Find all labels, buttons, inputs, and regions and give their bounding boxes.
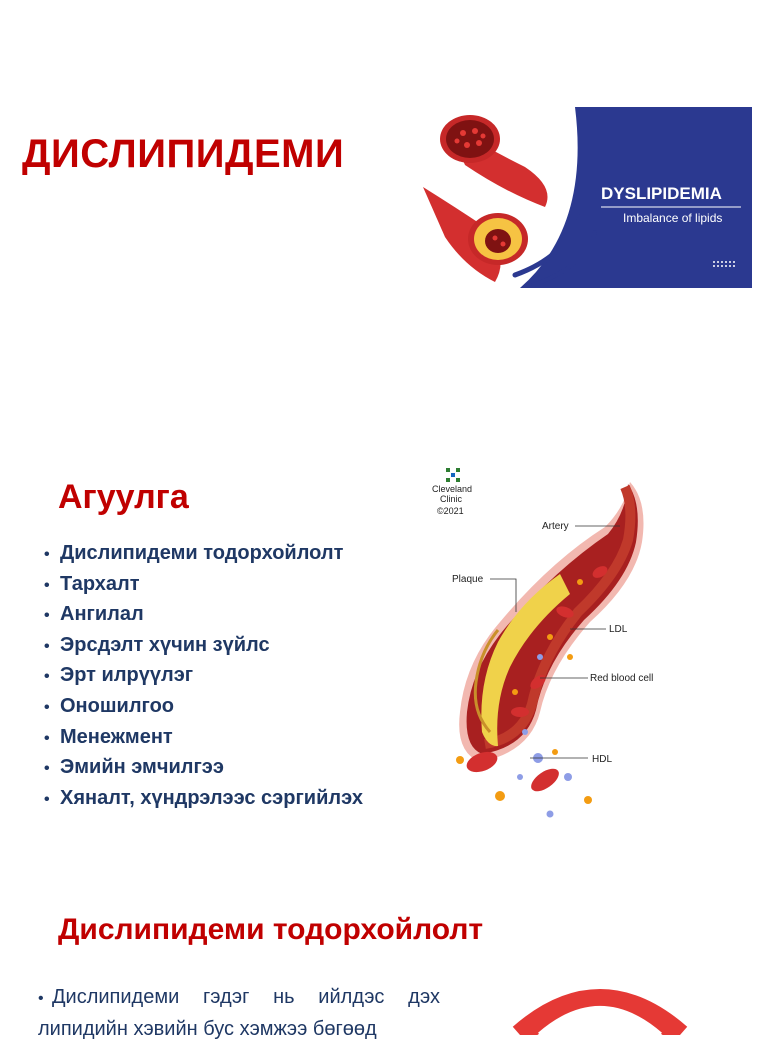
toc-item: • Ангилал: [44, 603, 144, 626]
banner-heading: DYSLIPIDEMIA: [601, 184, 722, 203]
svg-text:Clinic: Clinic: [440, 494, 463, 504]
toc-item: • Тархалт: [44, 572, 140, 595]
cleveland-clinic-logo-icon: [446, 468, 460, 482]
red-ring-graphic: [480, 965, 720, 1035]
toc-item: • Оношилгоо: [44, 694, 175, 717]
svg-text:HDL: HDL: [592, 754, 613, 765]
slide-title: ДИСЛИПИДЕМИ: [22, 132, 345, 176]
toc-item: • Дислипидеми тодорхойлолт: [44, 542, 344, 564]
svg-text:©2021: ©2021: [437, 506, 464, 516]
banner-subheading: Imbalance of lipids: [623, 211, 723, 225]
toc-heading: Агуулга: [58, 478, 189, 516]
toc-item: • Хяналт, хүндрэлээс сэргийлэх: [44, 786, 363, 809]
slide-1: [0, 0, 768, 395]
svg-text:Red blood cell: Red blood cell: [590, 673, 654, 684]
svg-text:Artery: Artery: [542, 521, 569, 532]
artery-plaque-figure: [420, 462, 670, 822]
svg-text:LDL: LDL: [609, 624, 628, 635]
definition-paragraph: • Дислипидеми гэдэг нь ийлдэс дэх липидийн хэвийн бус хэмжээ бөгөөд: [38, 986, 440, 1040]
definition-heading: Дислипидеми тодорхойлолт: [58, 913, 484, 946]
toc-list: [44, 540, 363, 815]
svg-text:Plaque: Plaque: [452, 574, 484, 585]
toc-item: • Эрт илрүүлэг: [44, 664, 194, 687]
toc-item: • Эмийн эмчилгээ: [44, 756, 224, 779]
svg-text:Cleveland: Cleveland: [432, 484, 473, 494]
toc-item: • Менежмент: [44, 725, 173, 748]
toc-item: • Эрсдэлт хүчин зүйлс: [44, 633, 270, 656]
dyslipidemia-banner: [415, 107, 752, 288]
